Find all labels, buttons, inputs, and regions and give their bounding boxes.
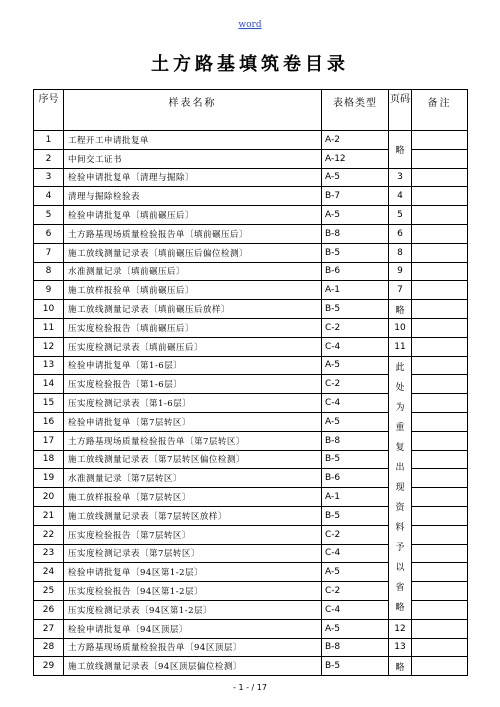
row-number: 14 <box>34 375 64 394</box>
row-form-type: C-4 <box>322 544 389 563</box>
row-page: 9 <box>389 262 412 281</box>
row-form-type: B-5 <box>322 243 389 262</box>
row-form-name: 压实度检验报告〔第7层转区〕 <box>64 525 322 544</box>
column-header-type: 表格类型 <box>322 90 389 131</box>
table-row <box>34 168 468 187</box>
row-form-name: 检验申请批复单〔第7层转区〕 <box>64 412 322 431</box>
row-form-name: 检验申请批复单〔填前碾压后〕 <box>64 206 322 225</box>
row-note <box>412 412 468 431</box>
row-form-name: 压实度检测记录表〔第1-6层〕 <box>64 394 322 413</box>
row-number: 27 <box>34 619 64 638</box>
row-form-name: 施工放样报验单〔第7层转区〕 <box>64 488 322 507</box>
row-form-name: 工程开工申请批复单 <box>64 131 322 150</box>
row-form-type: B-5 <box>322 657 389 676</box>
row-number: 11 <box>34 318 64 337</box>
column-header-note: 备注 <box>412 90 468 131</box>
row-form-name: 施工放线测量记录表〔第7层转区偏位检测〕 <box>64 450 322 469</box>
row-form-name: 施工放线测量记录表〔填前碾压后偏位检测〕 <box>64 243 322 262</box>
row-note <box>412 525 468 544</box>
row-page: 8 <box>389 243 412 262</box>
row-note <box>412 243 468 262</box>
table-body <box>34 131 468 676</box>
row-number: 1 <box>34 131 64 150</box>
row-page: 6 <box>389 224 412 243</box>
header-link[interactable]: word <box>238 20 262 30</box>
row-note <box>412 318 468 337</box>
row-note <box>412 337 468 356</box>
row-note <box>412 600 468 619</box>
row-form-name: 检验申请批复单〔94区第1-2层〕 <box>64 563 322 582</box>
catalog-table <box>33 89 468 676</box>
row-form-type: B-6 <box>322 262 389 281</box>
row-number: 19 <box>34 469 64 488</box>
row-form-name: 压实度检验报告〔94区第1-2层〕 <box>64 582 322 601</box>
row-form-type: B-6 <box>322 469 389 488</box>
row-form-name: 土方路基现场质量检验报告单〔第7层转区〕 <box>64 431 322 450</box>
row-form-type: B-5 <box>322 506 389 525</box>
row-number: 28 <box>34 638 64 657</box>
row-form-name: 施工放线测量记录表〔94区顶层偏位检测〕 <box>64 657 322 676</box>
row-form-type: A-2 <box>322 131 389 150</box>
table-row <box>34 318 468 337</box>
row-note <box>412 394 468 413</box>
row-form-type: A-1 <box>322 281 389 300</box>
row-form-type: B-8 <box>322 638 389 657</box>
row-number: 25 <box>34 582 64 601</box>
row-form-type: C-4 <box>322 394 389 413</box>
row-form-name: 土方路基现场质量检验报告单〔94区顶层〕 <box>64 638 322 657</box>
page-title: 土方路基填筑卷目录 <box>151 54 349 75</box>
table-row <box>34 243 468 262</box>
table-row <box>34 206 468 225</box>
row-form-type: C-4 <box>322 337 389 356</box>
row-note <box>412 488 468 507</box>
row-number: 10 <box>34 300 64 319</box>
column-header-no: 序号 <box>34 90 64 131</box>
row-note <box>412 506 468 525</box>
row-note <box>412 281 468 300</box>
row-page: 10 <box>389 318 412 337</box>
row-number: 12 <box>34 337 64 356</box>
row-note <box>412 262 468 281</box>
row-number: 13 <box>34 356 64 375</box>
row-form-name: 压实度检测记录表〔第7层转区〕 <box>64 544 322 563</box>
row-note <box>412 450 468 469</box>
row-page: 11 <box>389 337 412 356</box>
row-page: 4 <box>389 187 412 206</box>
row-form-name: 土方路基现场质量检验报告单〔填前碾压后〕 <box>64 224 322 243</box>
row-number: 24 <box>34 563 64 582</box>
row-form-name: 检验申请批复单〔第1-6层〕 <box>64 356 322 375</box>
row-form-type: B-8 <box>322 224 389 243</box>
row-form-type: A-1 <box>322 488 389 507</box>
table-header-row <box>34 90 468 131</box>
row-form-name: 检验申请批复单〔94区顶层〕 <box>64 619 322 638</box>
table-row <box>34 300 468 319</box>
merged-page-cell: 略 <box>389 131 412 169</box>
row-form-type: C-2 <box>322 582 389 601</box>
row-note <box>412 206 468 225</box>
row-form-name: 压实度检验报告〔第1-6层〕 <box>64 375 322 394</box>
row-number: 9 <box>34 281 64 300</box>
row-number: 26 <box>34 600 64 619</box>
table-row <box>34 657 468 676</box>
row-note <box>412 168 468 187</box>
table-row <box>34 638 468 657</box>
row-note <box>412 638 468 657</box>
column-header-page: 页码 <box>389 90 412 131</box>
row-form-name: 清理与掘除检验表 <box>64 187 322 206</box>
row-page: 12 <box>389 619 412 638</box>
row-form-name: 压实度检验报告〔填前碾压后〕 <box>64 318 322 337</box>
row-form-name: 施工放样报验单〔填前碾压后〕 <box>64 281 322 300</box>
row-number: 16 <box>34 412 64 431</box>
row-page: 5 <box>389 206 412 225</box>
table-row <box>34 187 468 206</box>
row-page: 略 <box>389 300 412 319</box>
row-note <box>412 149 468 168</box>
row-note <box>412 657 468 676</box>
row-page: 7 <box>389 281 412 300</box>
row-number: 8 <box>34 262 64 281</box>
row-number: 5 <box>34 206 64 225</box>
row-form-type: A-5 <box>322 563 389 582</box>
row-number: 21 <box>34 506 64 525</box>
row-form-type: C-2 <box>322 525 389 544</box>
row-note <box>412 619 468 638</box>
row-number: 6 <box>34 224 64 243</box>
row-number: 15 <box>34 394 64 413</box>
row-note <box>412 356 468 375</box>
table-row <box>34 337 468 356</box>
row-form-name: 施工放线测量记录表〔第7层转区放样〕 <box>64 506 322 525</box>
row-form-type: B-5 <box>322 450 389 469</box>
row-form-type: A-12 <box>322 149 389 168</box>
row-note <box>412 544 468 563</box>
merged-page-note-cell: 此 处 为 重 复 出 现 资 料 予 以 省 略 <box>389 356 412 619</box>
row-note <box>412 187 468 206</box>
row-form-type: C-2 <box>322 375 389 394</box>
row-number: 3 <box>34 168 64 187</box>
row-number: 20 <box>34 488 64 507</box>
row-form-name: 水准测量记录〔填前碾压后〕 <box>64 262 322 281</box>
row-form-type: C-2 <box>322 318 389 337</box>
row-note <box>412 563 468 582</box>
row-number: 23 <box>34 544 64 563</box>
table-row <box>34 131 468 150</box>
row-note <box>412 375 468 394</box>
row-form-name: 检验申请批复单〔清理与掘除〕 <box>64 168 322 187</box>
row-note <box>412 224 468 243</box>
row-note <box>412 131 468 150</box>
row-number: 7 <box>34 243 64 262</box>
row-form-type: A-5 <box>322 619 389 638</box>
row-form-type: B-5 <box>322 300 389 319</box>
row-form-name: 压实度检测记录表〔填前碾压后〕 <box>64 337 322 356</box>
row-number: 17 <box>34 431 64 450</box>
row-form-type: A-5 <box>322 206 389 225</box>
row-number: 18 <box>34 450 64 469</box>
table-row <box>34 224 468 243</box>
row-note <box>412 469 468 488</box>
table-row <box>34 356 468 375</box>
row-form-name: 压实度检测记录表〔94区第1-2层〕 <box>64 600 322 619</box>
table-row <box>34 619 468 638</box>
row-number: 4 <box>34 187 64 206</box>
row-note <box>412 431 468 450</box>
row-page: 13 <box>389 638 412 657</box>
row-form-type: B-7 <box>322 187 389 206</box>
row-form-type: A-5 <box>322 168 389 187</box>
row-number: 29 <box>34 657 64 676</box>
row-page: 3 <box>389 168 412 187</box>
row-form-name: 中间交工证书 <box>64 149 322 168</box>
row-form-type: B-8 <box>322 431 389 450</box>
row-form-type: C-4 <box>322 600 389 619</box>
row-note <box>412 582 468 601</box>
column-header-name: 样表名称 <box>64 90 322 131</box>
row-number: 22 <box>34 525 64 544</box>
page-indicator: - 1 - / 17 <box>233 683 267 692</box>
row-form-type: A-5 <box>322 356 389 375</box>
row-number: 2 <box>34 149 64 168</box>
table-row <box>34 262 468 281</box>
row-form-type: A-5 <box>322 412 389 431</box>
row-form-name: 施工放线测量记录表〔填前碾压后放样〕 <box>64 300 322 319</box>
row-note <box>412 300 468 319</box>
row-form-name: 水准测量记录〔第7层转区〕 <box>64 469 322 488</box>
table-row <box>34 281 468 300</box>
row-page: 略 <box>389 657 412 676</box>
